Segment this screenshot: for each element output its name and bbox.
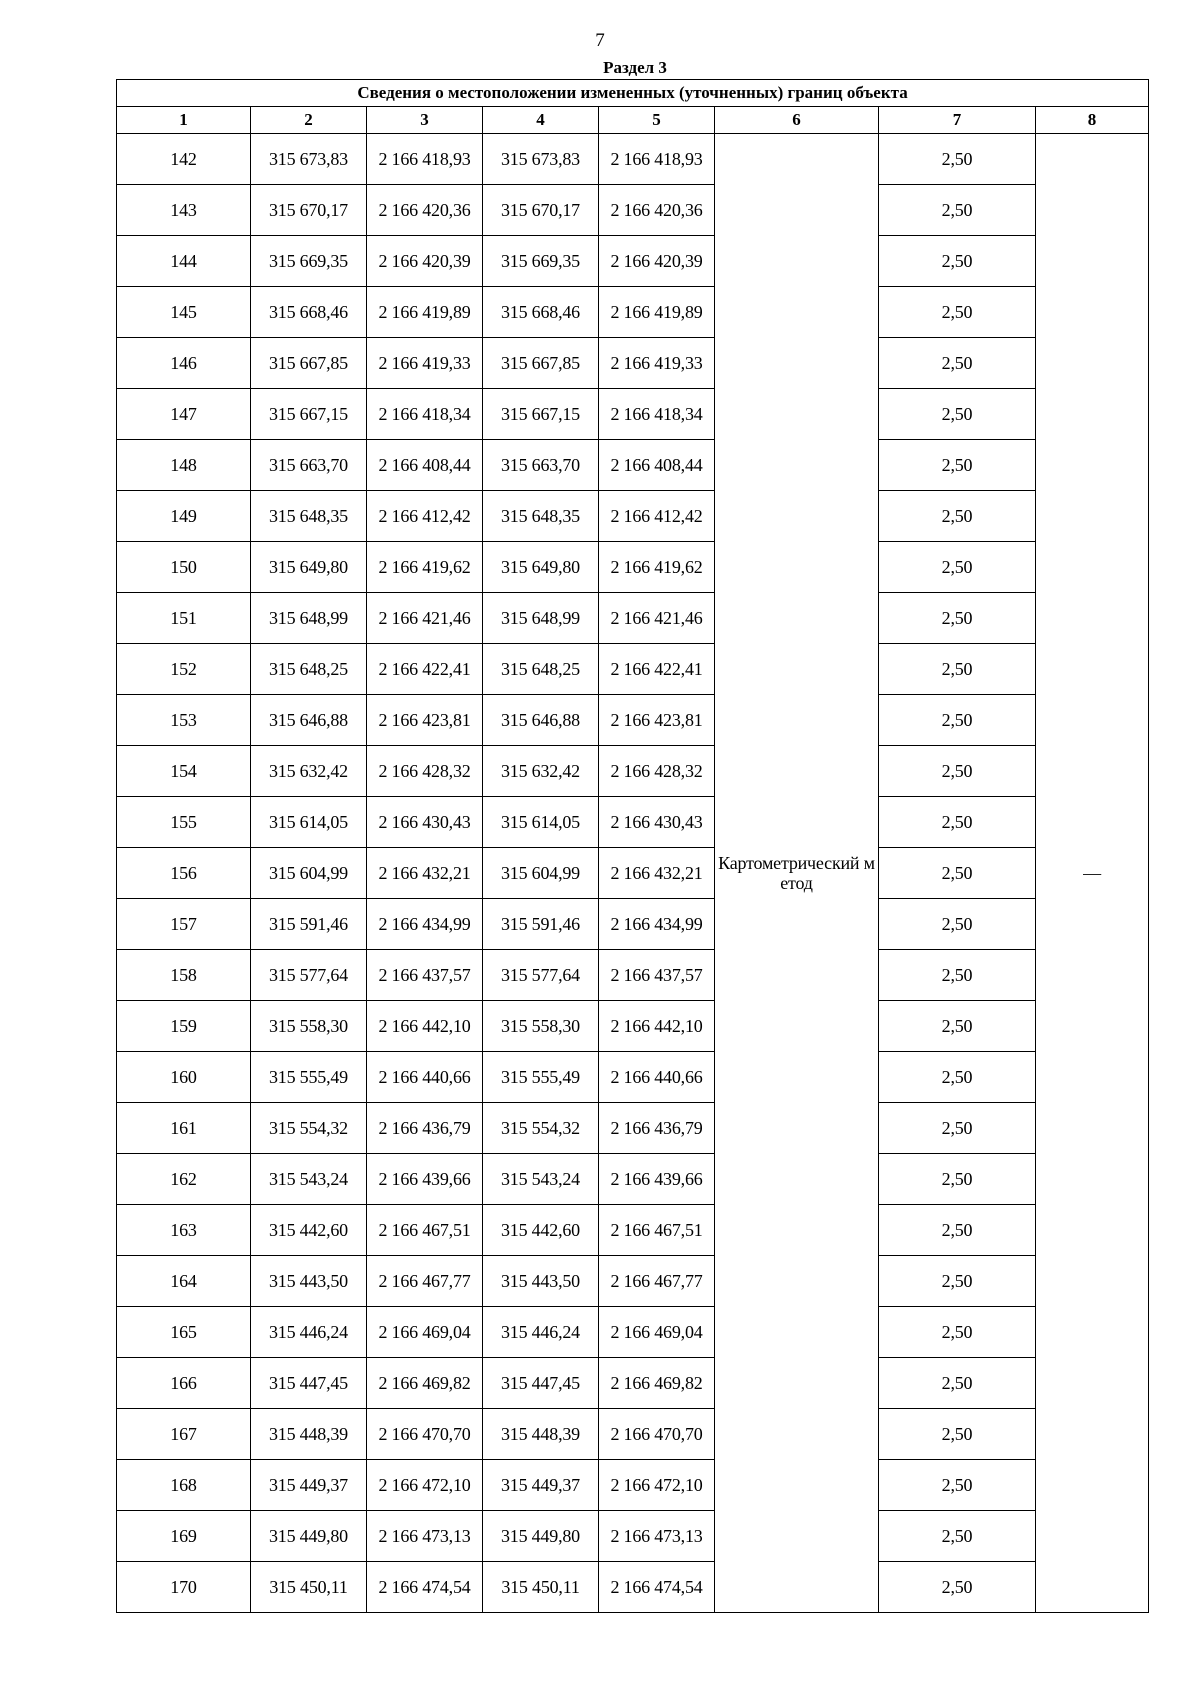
point-number-cell: 162 bbox=[117, 1154, 251, 1205]
existing-x-cell: 315 632,42 bbox=[251, 746, 367, 797]
table-row bbox=[117, 236, 1149, 287]
new-x-cell: 315 646,88 bbox=[483, 695, 599, 746]
accuracy-cell: 2,50 bbox=[879, 1511, 1036, 1562]
accuracy-cell: 2,50 bbox=[879, 1154, 1036, 1205]
table-row bbox=[117, 1460, 1149, 1511]
new-x-cell: 315 669,35 bbox=[483, 236, 599, 287]
accuracy-cell: 2,50 bbox=[879, 338, 1036, 389]
table-row bbox=[117, 1256, 1149, 1307]
new-x-cell: 315 670,17 bbox=[483, 185, 599, 236]
point-number-cell: 150 bbox=[117, 542, 251, 593]
accuracy-cell: 2,50 bbox=[879, 1052, 1036, 1103]
point-number-cell: 156 bbox=[117, 848, 251, 899]
existing-y-cell: 2 166 437,57 bbox=[367, 950, 483, 1001]
new-y-cell: 2 166 442,10 bbox=[599, 1001, 715, 1052]
point-number-cell: 154 bbox=[117, 746, 251, 797]
existing-y-cell: 2 166 422,41 bbox=[367, 644, 483, 695]
existing-x-cell: 315 443,50 bbox=[251, 1256, 367, 1307]
new-y-cell: 2 166 469,04 bbox=[599, 1307, 715, 1358]
existing-y-cell: 2 166 470,70 bbox=[367, 1409, 483, 1460]
existing-y-cell: 2 166 469,82 bbox=[367, 1358, 483, 1409]
point-number-cell: 151 bbox=[117, 593, 251, 644]
existing-x-cell: 315 670,17 bbox=[251, 185, 367, 236]
existing-y-cell: 2 166 418,93 bbox=[367, 134, 483, 185]
new-x-cell: 315 446,24 bbox=[483, 1307, 599, 1358]
accuracy-cell: 2,50 bbox=[879, 134, 1036, 185]
column-header: 5 bbox=[599, 107, 715, 134]
accuracy-cell: 2,50 bbox=[879, 236, 1036, 287]
existing-y-cell: 2 166 442,10 bbox=[367, 1001, 483, 1052]
point-number-cell: 149 bbox=[117, 491, 251, 542]
existing-x-cell: 315 591,46 bbox=[251, 899, 367, 950]
point-number-cell: 143 bbox=[117, 185, 251, 236]
new-x-cell: 315 543,24 bbox=[483, 1154, 599, 1205]
table-row bbox=[117, 746, 1149, 797]
existing-y-cell: 2 166 474,54 bbox=[367, 1562, 483, 1613]
new-y-cell: 2 166 412,42 bbox=[599, 491, 715, 542]
point-number-cell: 146 bbox=[117, 338, 251, 389]
point-number-cell: 144 bbox=[117, 236, 251, 287]
accuracy-cell: 2,50 bbox=[879, 593, 1036, 644]
new-y-cell: 2 166 436,79 bbox=[599, 1103, 715, 1154]
existing-x-cell: 315 648,35 bbox=[251, 491, 367, 542]
new-y-cell: 2 166 418,34 bbox=[599, 389, 715, 440]
accuracy-cell: 2,50 bbox=[879, 1103, 1036, 1154]
existing-x-cell: 315 668,46 bbox=[251, 287, 367, 338]
new-y-cell: 2 166 419,62 bbox=[599, 542, 715, 593]
point-number-cell: 164 bbox=[117, 1256, 251, 1307]
table-row bbox=[117, 1511, 1149, 1562]
new-y-cell: 2 166 422,41 bbox=[599, 644, 715, 695]
table-row bbox=[117, 542, 1149, 593]
existing-y-cell: 2 166 434,99 bbox=[367, 899, 483, 950]
new-y-cell: 2 166 419,33 bbox=[599, 338, 715, 389]
accuracy-cell: 2,50 bbox=[879, 1307, 1036, 1358]
table-row bbox=[117, 1562, 1149, 1613]
existing-y-cell: 2 166 421,46 bbox=[367, 593, 483, 644]
table-row bbox=[117, 1052, 1149, 1103]
new-x-cell: 315 667,85 bbox=[483, 338, 599, 389]
existing-x-cell: 315 449,80 bbox=[251, 1511, 367, 1562]
point-number-cell: 145 bbox=[117, 287, 251, 338]
new-y-cell: 2 166 437,57 bbox=[599, 950, 715, 1001]
existing-x-cell: 315 614,05 bbox=[251, 797, 367, 848]
table-row bbox=[117, 185, 1149, 236]
table-row bbox=[117, 950, 1149, 1001]
accuracy-cell: 2,50 bbox=[879, 1409, 1036, 1460]
new-x-cell: 315 558,30 bbox=[483, 1001, 599, 1052]
new-x-cell: 315 449,80 bbox=[483, 1511, 599, 1562]
new-y-cell: 2 166 418,93 bbox=[599, 134, 715, 185]
accuracy-cell: 2,50 bbox=[879, 899, 1036, 950]
existing-y-cell: 2 166 439,66 bbox=[367, 1154, 483, 1205]
table-row bbox=[117, 1001, 1149, 1052]
point-number-cell: 147 bbox=[117, 389, 251, 440]
point-number-cell: 166 bbox=[117, 1358, 251, 1409]
new-x-cell: 315 442,60 bbox=[483, 1205, 599, 1256]
new-x-cell: 315 648,99 bbox=[483, 593, 599, 644]
point-number-cell: 157 bbox=[117, 899, 251, 950]
section-title: Раздел 3 bbox=[603, 58, 667, 77]
point-number-cell: 170 bbox=[117, 1562, 251, 1613]
existing-y-cell: 2 166 473,13 bbox=[367, 1511, 483, 1562]
existing-x-cell: 315 558,30 bbox=[251, 1001, 367, 1052]
point-number-cell: 163 bbox=[117, 1205, 251, 1256]
table-row bbox=[117, 491, 1149, 542]
existing-y-cell: 2 166 419,62 bbox=[367, 542, 483, 593]
existing-x-cell: 315 648,25 bbox=[251, 644, 367, 695]
existing-x-cell: 315 577,64 bbox=[251, 950, 367, 1001]
new-x-cell: 315 554,32 bbox=[483, 1103, 599, 1154]
table-caption: Сведения о местоположении измененных (уточненных) границ объекта bbox=[117, 80, 1149, 107]
table-row bbox=[117, 287, 1149, 338]
new-y-cell: 2 166 473,13 bbox=[599, 1511, 715, 1562]
table-row bbox=[117, 389, 1149, 440]
method-cell: Картометрический метод bbox=[715, 134, 879, 1613]
existing-x-cell: 315 449,37 bbox=[251, 1460, 367, 1511]
accuracy-cell: 2,50 bbox=[879, 1358, 1036, 1409]
point-number-cell: 169 bbox=[117, 1511, 251, 1562]
accuracy-cell: 2,50 bbox=[879, 1205, 1036, 1256]
new-y-cell: 2 166 420,39 bbox=[599, 236, 715, 287]
new-y-cell: 2 166 470,70 bbox=[599, 1409, 715, 1460]
existing-y-cell: 2 166 432,21 bbox=[367, 848, 483, 899]
new-x-cell: 315 449,37 bbox=[483, 1460, 599, 1511]
point-number-cell: 168 bbox=[117, 1460, 251, 1511]
column-header: 3 bbox=[367, 107, 483, 134]
existing-x-cell: 315 646,88 bbox=[251, 695, 367, 746]
table-row bbox=[117, 440, 1149, 491]
existing-y-cell: 2 166 412,42 bbox=[367, 491, 483, 542]
accuracy-cell: 2,50 bbox=[879, 542, 1036, 593]
point-number-cell: 153 bbox=[117, 695, 251, 746]
point-number-cell: 158 bbox=[117, 950, 251, 1001]
table-row bbox=[117, 134, 1149, 185]
point-number-cell: 142 bbox=[117, 134, 251, 185]
new-y-cell: 2 166 430,43 bbox=[599, 797, 715, 848]
table-row bbox=[117, 644, 1149, 695]
accuracy-cell: 2,50 bbox=[879, 1256, 1036, 1307]
accuracy-cell: 2,50 bbox=[879, 848, 1036, 899]
table-row bbox=[117, 338, 1149, 389]
column-header: 1 bbox=[117, 107, 251, 134]
accuracy-cell: 2,50 bbox=[879, 440, 1036, 491]
new-y-cell: 2 166 472,10 bbox=[599, 1460, 715, 1511]
existing-x-cell: 315 667,85 bbox=[251, 338, 367, 389]
new-y-cell: 2 166 421,46 bbox=[599, 593, 715, 644]
point-number-cell: 167 bbox=[117, 1409, 251, 1460]
existing-x-cell: 315 669,35 bbox=[251, 236, 367, 287]
table-row bbox=[117, 1154, 1149, 1205]
existing-y-cell: 2 166 408,44 bbox=[367, 440, 483, 491]
new-x-cell: 315 448,39 bbox=[483, 1409, 599, 1460]
new-x-cell: 315 632,42 bbox=[483, 746, 599, 797]
existing-y-cell: 2 166 469,04 bbox=[367, 1307, 483, 1358]
new-y-cell: 2 166 408,44 bbox=[599, 440, 715, 491]
point-number-cell: 152 bbox=[117, 644, 251, 695]
table-row bbox=[117, 593, 1149, 644]
point-number-cell: 165 bbox=[117, 1307, 251, 1358]
point-number-cell: 161 bbox=[117, 1103, 251, 1154]
new-y-cell: 2 166 428,32 bbox=[599, 746, 715, 797]
accuracy-cell: 2,50 bbox=[879, 185, 1036, 236]
table-row bbox=[117, 1307, 1149, 1358]
new-x-cell: 315 555,49 bbox=[483, 1052, 599, 1103]
existing-y-cell: 2 166 420,39 bbox=[367, 236, 483, 287]
new-x-cell: 315 668,46 bbox=[483, 287, 599, 338]
column-header: 7 bbox=[879, 107, 1036, 134]
new-x-cell: 315 450,11 bbox=[483, 1562, 599, 1613]
new-y-cell: 2 166 469,82 bbox=[599, 1358, 715, 1409]
existing-y-cell: 2 166 440,66 bbox=[367, 1052, 483, 1103]
point-number-cell: 159 bbox=[117, 1001, 251, 1052]
new-x-cell: 315 443,50 bbox=[483, 1256, 599, 1307]
existing-x-cell: 315 448,39 bbox=[251, 1409, 367, 1460]
existing-x-cell: 315 543,24 bbox=[251, 1154, 367, 1205]
table-body bbox=[117, 134, 1149, 1613]
page-number: 7 bbox=[595, 30, 605, 51]
existing-x-cell: 315 663,70 bbox=[251, 440, 367, 491]
existing-y-cell: 2 166 472,10 bbox=[367, 1460, 483, 1511]
new-x-cell: 315 604,99 bbox=[483, 848, 599, 899]
accuracy-cell: 2,50 bbox=[879, 1460, 1036, 1511]
new-x-cell: 315 649,80 bbox=[483, 542, 599, 593]
table-caption-row bbox=[117, 80, 1149, 107]
new-x-cell: 315 614,05 bbox=[483, 797, 599, 848]
new-x-cell: 315 447,45 bbox=[483, 1358, 599, 1409]
new-x-cell: 315 591,46 bbox=[483, 899, 599, 950]
accuracy-cell: 2,50 bbox=[879, 389, 1036, 440]
column-header-row bbox=[117, 107, 1149, 134]
table-row bbox=[117, 848, 1149, 899]
accuracy-cell: 2,50 bbox=[879, 695, 1036, 746]
table-row bbox=[117, 1103, 1149, 1154]
existing-x-cell: 315 442,60 bbox=[251, 1205, 367, 1256]
new-x-cell: 315 673,83 bbox=[483, 134, 599, 185]
table-row bbox=[117, 1358, 1149, 1409]
existing-y-cell: 2 166 428,32 bbox=[367, 746, 483, 797]
existing-y-cell: 2 166 467,51 bbox=[367, 1205, 483, 1256]
existing-y-cell: 2 166 467,77 bbox=[367, 1256, 483, 1307]
existing-y-cell: 2 166 423,81 bbox=[367, 695, 483, 746]
existing-x-cell: 315 673,83 bbox=[251, 134, 367, 185]
new-x-cell: 315 667,15 bbox=[483, 389, 599, 440]
existing-y-cell: 2 166 420,36 bbox=[367, 185, 483, 236]
existing-x-cell: 315 667,15 bbox=[251, 389, 367, 440]
existing-x-cell: 315 555,49 bbox=[251, 1052, 367, 1103]
new-x-cell: 315 648,35 bbox=[483, 491, 599, 542]
accuracy-cell: 2,50 bbox=[879, 950, 1036, 1001]
table-row bbox=[117, 1409, 1149, 1460]
accuracy-cell: 2,50 bbox=[879, 1001, 1036, 1052]
table-row bbox=[117, 899, 1149, 950]
accuracy-cell: 2,50 bbox=[879, 797, 1036, 848]
existing-x-cell: 315 554,32 bbox=[251, 1103, 367, 1154]
new-y-cell: 2 166 467,51 bbox=[599, 1205, 715, 1256]
existing-x-cell: 315 450,11 bbox=[251, 1562, 367, 1613]
accuracy-cell: 2,50 bbox=[879, 1562, 1036, 1613]
existing-y-cell: 2 166 418,34 bbox=[367, 389, 483, 440]
existing-x-cell: 315 446,24 bbox=[251, 1307, 367, 1358]
column-header: 2 bbox=[251, 107, 367, 134]
new-y-cell: 2 166 419,89 bbox=[599, 287, 715, 338]
accuracy-cell: 2,50 bbox=[879, 491, 1036, 542]
new-x-cell: 315 577,64 bbox=[483, 950, 599, 1001]
boundary-coordinates-table bbox=[116, 79, 1149, 1613]
new-y-cell: 2 166 439,66 bbox=[599, 1154, 715, 1205]
existing-x-cell: 315 648,99 bbox=[251, 593, 367, 644]
new-y-cell: 2 166 423,81 bbox=[599, 695, 715, 746]
existing-x-cell: 315 447,45 bbox=[251, 1358, 367, 1409]
table-row bbox=[117, 1205, 1149, 1256]
point-number-cell: 160 bbox=[117, 1052, 251, 1103]
existing-y-cell: 2 166 430,43 bbox=[367, 797, 483, 848]
accuracy-cell: 2,50 bbox=[879, 287, 1036, 338]
column-header: 8 bbox=[1036, 107, 1149, 134]
existing-y-cell: 2 166 419,89 bbox=[367, 287, 483, 338]
new-x-cell: 315 663,70 bbox=[483, 440, 599, 491]
new-y-cell: 2 166 432,21 bbox=[599, 848, 715, 899]
new-y-cell: 2 166 467,77 bbox=[599, 1256, 715, 1307]
column-header: 6 bbox=[715, 107, 879, 134]
column-header: 4 bbox=[483, 107, 599, 134]
new-y-cell: 2 166 434,99 bbox=[599, 899, 715, 950]
new-y-cell: 2 166 440,66 bbox=[599, 1052, 715, 1103]
existing-y-cell: 2 166 419,33 bbox=[367, 338, 483, 389]
table-row bbox=[117, 695, 1149, 746]
new-y-cell: 2 166 474,54 bbox=[599, 1562, 715, 1613]
point-number-cell: 155 bbox=[117, 797, 251, 848]
accuracy-cell: 2,50 bbox=[879, 746, 1036, 797]
point-number-cell: 148 bbox=[117, 440, 251, 491]
table-row bbox=[117, 797, 1149, 848]
accuracy-cell: 2,50 bbox=[879, 644, 1036, 695]
existing-y-cell: 2 166 436,79 bbox=[367, 1103, 483, 1154]
existing-x-cell: 315 649,80 bbox=[251, 542, 367, 593]
new-x-cell: 315 648,25 bbox=[483, 644, 599, 695]
note-cell: — bbox=[1036, 134, 1149, 1613]
existing-x-cell: 315 604,99 bbox=[251, 848, 367, 899]
new-y-cell: 2 166 420,36 bbox=[599, 185, 715, 236]
